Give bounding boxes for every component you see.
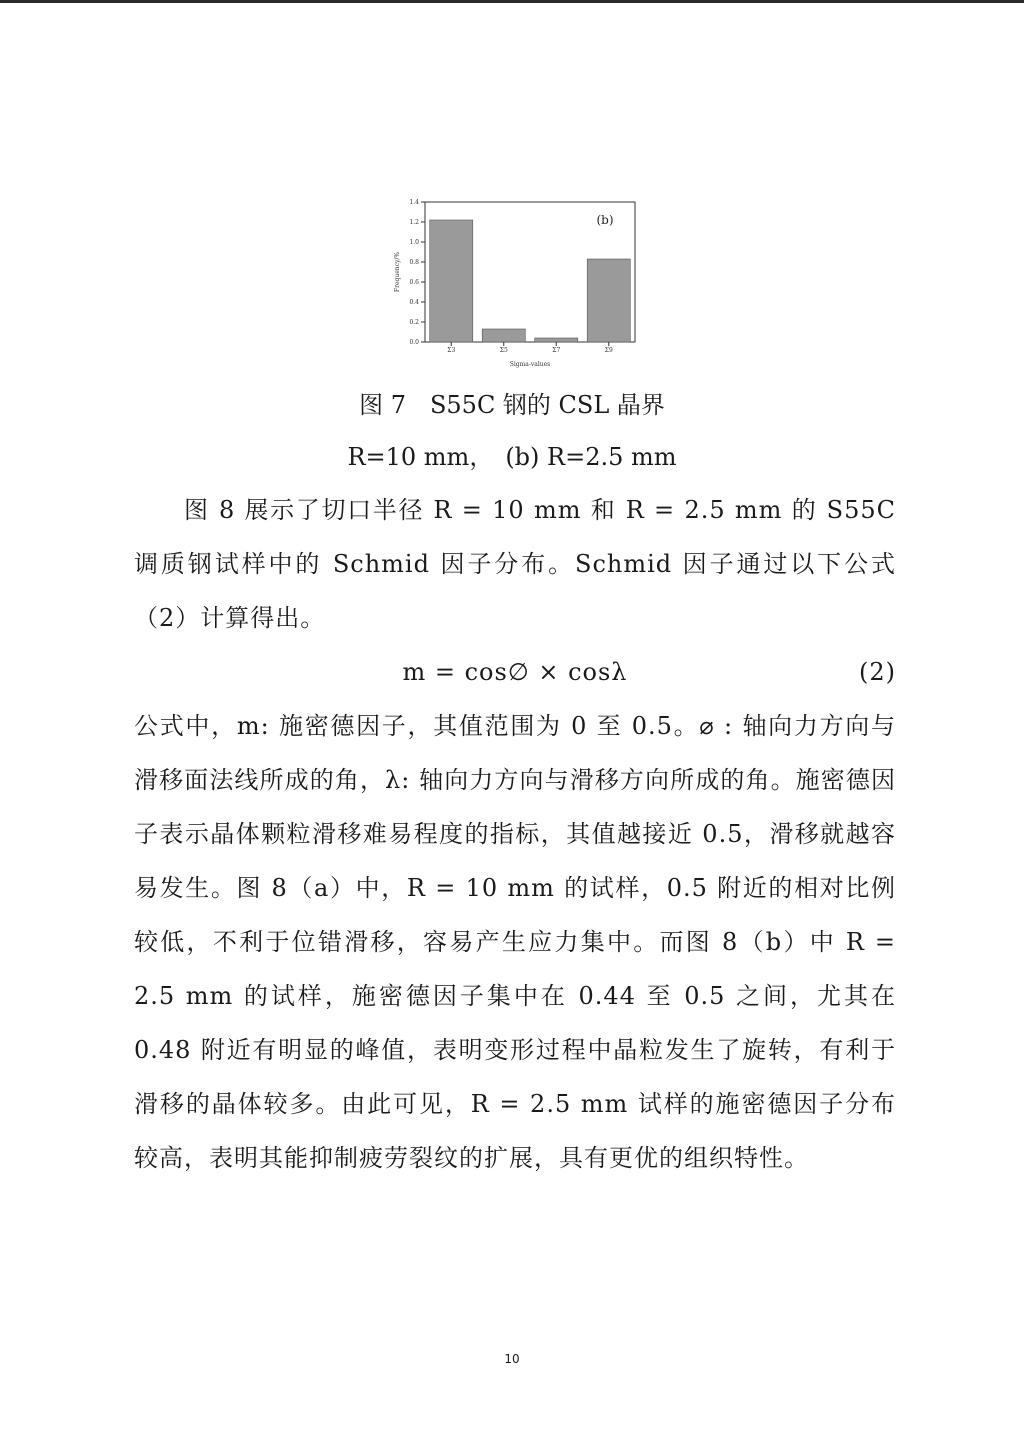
y-tick-label: 1.0 — [409, 239, 419, 246]
y-tick-label: 1.4 — [409, 199, 419, 206]
chart-svg — [385, 190, 645, 375]
equation-text: m = cos∅ × cosλ — [402, 658, 628, 686]
bar-3 — [535, 338, 578, 342]
bar-2 — [482, 329, 525, 342]
figure-subcaption: R=10 mm， (b) R=2.5 mm — [347, 443, 677, 471]
page-number: 10 — [504, 1352, 520, 1366]
x-tick-label: Σ5 — [499, 347, 508, 354]
y-tick-label: 0.6 — [409, 279, 419, 286]
figure-caption: 图 7 S55C 钢的 CSL 晶界 — [359, 391, 665, 419]
y-tick-label: 0.4 — [409, 299, 419, 306]
paragraph-schmid-discussion: 公式中，m: 施密德因子，其值范围为 0 至 0.5。⌀ : 轴向力方向与滑移面法线所成的角，λ: 轴向力方向与滑移方向所成的角。施密德因子表示晶体颗粒滑移难易程度的指标，其值越接近 0.5，滑移就越容易发生。图 8（a）中，R = 10 mm 的试样，0.5 附近的相对比例较低，不利于位错滑移，容易产生应力集中。而图 8（b）中 R = 2.5 mm 的试样，施密德因子集中在 0.44 至 0.5 之间，尤其在 0.48 附近有明显的峰值，表明变形过程中晶粒发生了旋转，有利于滑移的晶体较多。由此可见，R = 2.5 mm 试样的施密德因子分布较高，表明其能抑制疲劳裂纹的扩展，具有更优的组织特性。 — [134, 712, 896, 1172]
scan-edge — [0, 0, 1024, 3]
equation-2 — [134, 645, 896, 699]
csl-bar-chart — [385, 190, 645, 375]
x-tick-label: Σ3 — [447, 347, 456, 354]
y-tick-label: 0.8 — [409, 259, 419, 266]
bar-4 — [587, 259, 630, 342]
bar-1 — [430, 220, 473, 342]
y-tick-label: 1.2 — [409, 219, 419, 226]
x-axis-label: Sigma-values — [509, 361, 551, 368]
body-text — [134, 483, 896, 1185]
y-tick-label: 0.0 — [409, 339, 419, 346]
x-tick-label: Σ9 — [604, 347, 613, 354]
paragraph-schmid-intro: 图 8 展示了切口半径 R = 10 mm 和 R = 2.5 mm 的 S55C 调质钢试样中的 Schmid 因子分布。Schmid 因子通过以下公式（2）计算得出。 — [134, 496, 896, 632]
equation-number: (2) — [859, 658, 896, 686]
x-tick-label: Σ7 — [552, 347, 561, 354]
y-tick-label: 0.2 — [409, 319, 419, 326]
y-axis-label: Frequency/% — [394, 251, 401, 293]
panel-label: (b) — [596, 213, 614, 227]
